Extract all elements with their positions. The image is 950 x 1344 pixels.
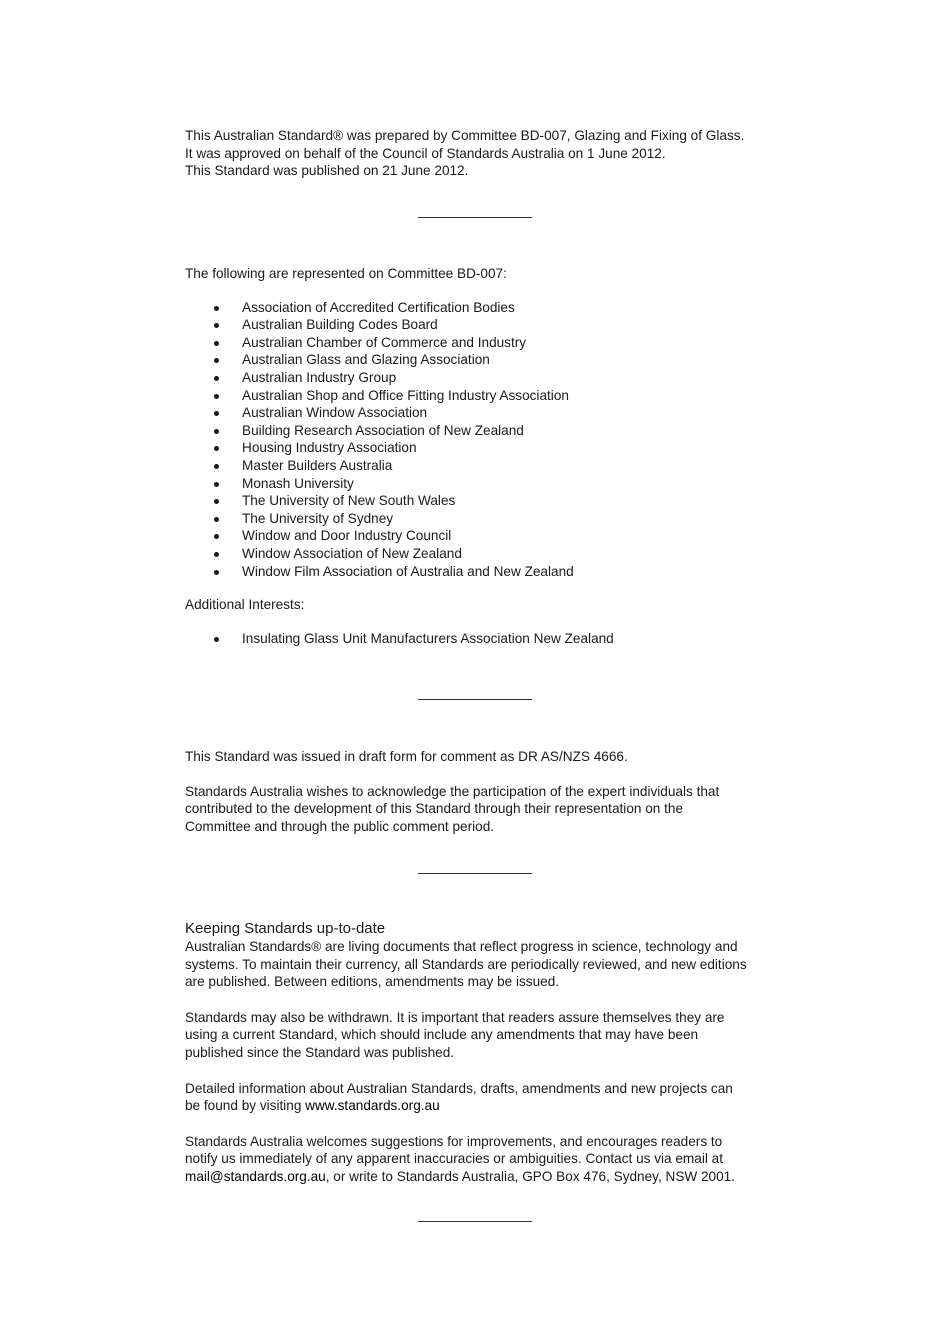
committee-member: Window Association of New Zealand: [185, 545, 775, 563]
paragraph-line: are published. Between editions, amendments may be issued.: [185, 974, 560, 990]
committee-member: Housing Industry Association: [185, 439, 775, 457]
committee-member: The University of New South Wales: [185, 492, 775, 510]
website-link[interactable]: www.standards.org.au: [305, 1098, 440, 1114]
committee-member-list: [185, 299, 775, 581]
paragraph-text: be found by visiting: [185, 1098, 306, 1114]
uptodate-paragraph-4: [185, 1133, 775, 1186]
committee-lead: The following are represented on Committee BD-007:: [185, 266, 507, 281]
paragraph-line: using a current Standard, which should include any amendments that may have been: [185, 1027, 699, 1043]
committee-member: Australian Glass and Glazing Association: [185, 351, 775, 369]
acknowledgement-line: Committee and through the public comment period.: [185, 818, 495, 834]
committee-member: Window Film Association of Australia and New Zealand: [185, 563, 775, 581]
additional-interest: Insulating Glass Unit Manufacturers Association New Zealand: [185, 630, 775, 648]
uptodate-section: [185, 920, 775, 1186]
paragraph-line: [185, 1168, 775, 1186]
paragraph-line: [185, 1097, 775, 1115]
paragraph-line: Detailed information about Australian Standards, drafts, amendments and new projects can: [185, 1080, 733, 1096]
divider: [418, 699, 532, 700]
paragraph-line: Australian Standards® are living documents that reflect progress in science, technology and: [185, 939, 738, 954]
additional-interests-list: [185, 630, 775, 648]
draft-section: [185, 748, 775, 835]
paragraph-text: , or write to Standards Australia, GPO Box 476, Sydney, NSW 2001.: [325, 1168, 736, 1184]
uptodate-paragraph-3: [185, 1080, 775, 1115]
section-heading: Keeping Standards up-to-date: [185, 920, 386, 937]
divider: [418, 217, 532, 218]
intro-line: This Standard was published on 21 June 2012.: [185, 163, 469, 179]
committee-member: Australian Shop and Office Fitting Industry Association: [185, 387, 775, 405]
acknowledgement-paragraph: [185, 783, 775, 836]
email-link[interactable]: mail@standards.org.au: [185, 1168, 326, 1184]
committee-member: Window and Door Industry Council: [185, 527, 775, 545]
divider: [418, 873, 532, 874]
additional-interests-label: Additional Interests:: [185, 597, 305, 612]
paragraph-line: notify us immediately of any apparent inaccuracies or ambiguities. Contact us via email at: [185, 1151, 723, 1167]
committee-member: Australian Building Codes Board: [185, 316, 775, 334]
draft-issued-text: This Standard was issued in draft form for comment as DR AS/NZS 4666.: [185, 749, 628, 764]
intro-line: It was approved on behalf of the Council of Standards Australia on 1 June 2012.: [185, 145, 666, 161]
paragraph-line: Standards Australia welcomes suggestions for improvements, and encourages readers to: [185, 1133, 723, 1149]
intro-section: [185, 127, 775, 180]
additional-interests-section: [185, 596, 775, 647]
acknowledgement-line: Standards Australia wishes to acknowledge the participation of the expert individuals that: [185, 783, 720, 799]
committee-member: Australian Industry Group: [185, 369, 775, 387]
committee-member: Australian Window Association: [185, 404, 775, 422]
committee-member: Monash University: [185, 475, 775, 493]
committee-member: Building Research Association of New Zealand: [185, 422, 775, 440]
committee-member: Master Builders Australia: [185, 457, 775, 475]
uptodate-paragraph-1: [185, 938, 775, 991]
committee-section: [185, 265, 775, 580]
acknowledgement-line: contributed to the development of this Standard through their representation on the: [185, 801, 684, 817]
paragraph-line: published since the Standard was published.: [185, 1044, 455, 1060]
divider: [418, 1221, 532, 1222]
committee-member: Association of Accredited Certification Bodies: [185, 299, 775, 317]
committee-member: The University of Sydney: [185, 510, 775, 528]
committee-member: Australian Chamber of Commerce and Industry: [185, 334, 775, 352]
intro-line: This Australian Standard® was prepared by Committee BD-007, Glazing and Fixing of Glass.: [185, 128, 745, 143]
uptodate-paragraph-2: [185, 1009, 775, 1062]
paragraph-line: systems. To maintain their currency, all Standards are periodically reviewed, and new editions: [185, 956, 747, 972]
paragraph-line: Standards may also be withdrawn. It is important that readers assure themselves they are: [185, 1009, 725, 1025]
